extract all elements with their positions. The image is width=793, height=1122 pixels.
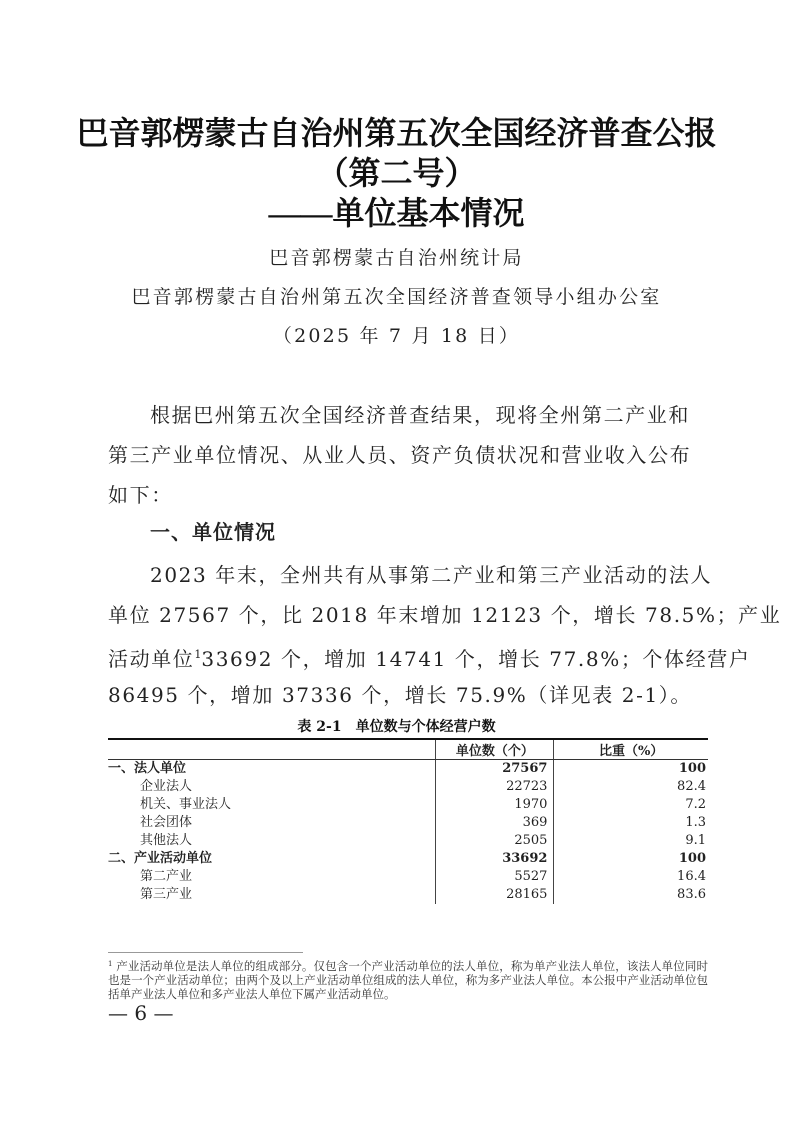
table-header-share: 比重（%） bbox=[554, 739, 708, 760]
table-header-row bbox=[108, 739, 708, 760]
table-row bbox=[108, 886, 708, 904]
intro-paragraph bbox=[108, 395, 708, 515]
row-share: 100 bbox=[554, 760, 708, 779]
footnote bbox=[108, 957, 708, 1001]
report-subtitle: ——单位基本情况 bbox=[268, 195, 525, 231]
units-line: 86495 个，增加 37336 个，增长 75.9%（详见表 2-1）。 bbox=[108, 683, 692, 707]
intro-line: 根据巴州第五次全国经济普查结果，现将全州第二产业和 bbox=[150, 403, 690, 427]
table-header-label bbox=[108, 739, 436, 760]
row-count: 33692 bbox=[436, 850, 554, 868]
row-count: 5527 bbox=[436, 868, 554, 886]
report-title: 巴音郭楞蒙古自治州第五次全国经济普查公报 bbox=[76, 115, 717, 151]
table-row bbox=[108, 814, 708, 832]
units-line bbox=[108, 635, 751, 675]
table-row bbox=[108, 868, 708, 886]
row-label: 二、产业活动单位 bbox=[108, 851, 213, 866]
table-row bbox=[108, 778, 708, 796]
row-count: 2505 bbox=[436, 832, 554, 850]
units-line-text: 活动单位 bbox=[108, 647, 195, 671]
table-row bbox=[108, 760, 708, 779]
row-share: 1.3 bbox=[554, 814, 708, 832]
units-line-text: 33692 个，增加 14741 个，增长 77.8%；个体经营户 bbox=[201, 647, 751, 671]
footnote-text: 产业活动单位是法人单位的组成部分。仅包含一个产业活动单位的法人单位，称为单产业法人单位，该法人单位同时也是一个产业活动单位；由两个及以上产业活动单位组成的法人单位，称为多产业法人单位。本公报中产业活动单位包括单产业法人单位和多产业法人单位下属产业活动单位。 bbox=[108, 959, 708, 1001]
intro-line: 第三产业单位情况、从业人员、资产负债状况和营业收入公布 bbox=[108, 443, 692, 467]
publish-date: （2025 年 7 月 18 日） bbox=[272, 325, 521, 347]
intro-line: 如下： bbox=[108, 483, 173, 507]
issuer-census-office: 巴音郭楞蒙古自治州第五次全国经济普查领导小组办公室 bbox=[131, 286, 662, 308]
units-paragraph bbox=[108, 555, 782, 715]
units-table bbox=[108, 738, 708, 904]
row-label: 第二产业 bbox=[140, 869, 193, 884]
row-label: 机关、事业法人 bbox=[140, 797, 232, 812]
table-row bbox=[108, 832, 708, 850]
row-count: 28165 bbox=[436, 886, 554, 904]
page-number: — 6 — bbox=[108, 1001, 174, 1025]
footnote-divider bbox=[108, 952, 303, 953]
issuer-statistics-bureau: 巴音郭楞蒙古自治州统计局 bbox=[269, 247, 524, 269]
row-count: 27567 bbox=[436, 760, 554, 779]
row-label: 第三产业 bbox=[140, 887, 193, 902]
row-count: 369 bbox=[436, 814, 554, 832]
units-line: 2023 年末，全州共有从事第二产业和第三产业活动的法人 bbox=[150, 563, 713, 587]
row-share: 9.1 bbox=[554, 832, 708, 850]
row-label: 其他法人 bbox=[140, 833, 193, 848]
report-number: （第二号） bbox=[316, 155, 477, 191]
table-row bbox=[108, 796, 708, 814]
table-caption: 表 2-1 单位数与个体经营户数 bbox=[297, 719, 496, 735]
row-share: 83.6 bbox=[554, 886, 708, 904]
row-count: 1970 bbox=[436, 796, 554, 814]
row-label: 社会团体 bbox=[140, 815, 193, 830]
row-share: 7.2 bbox=[554, 796, 708, 814]
table-header-count: 单位数（个） bbox=[436, 739, 554, 760]
row-count: 22723 bbox=[436, 778, 554, 796]
row-share: 82.4 bbox=[554, 778, 708, 796]
footnote-reference[interactable]: 1 bbox=[194, 648, 202, 661]
row-share: 16.4 bbox=[554, 868, 708, 886]
row-label: 一、法人单位 bbox=[108, 761, 187, 776]
row-share: 100 bbox=[554, 850, 708, 868]
row-label: 企业法人 bbox=[140, 779, 193, 794]
footnote-marker: 1 bbox=[108, 960, 113, 968]
units-line: 单位 27567 个，比 2018 年末增加 12123 个，增长 78.5%；产业 bbox=[108, 603, 782, 627]
table-row bbox=[108, 850, 708, 868]
section-heading-units: 一、单位情况 bbox=[150, 520, 276, 544]
